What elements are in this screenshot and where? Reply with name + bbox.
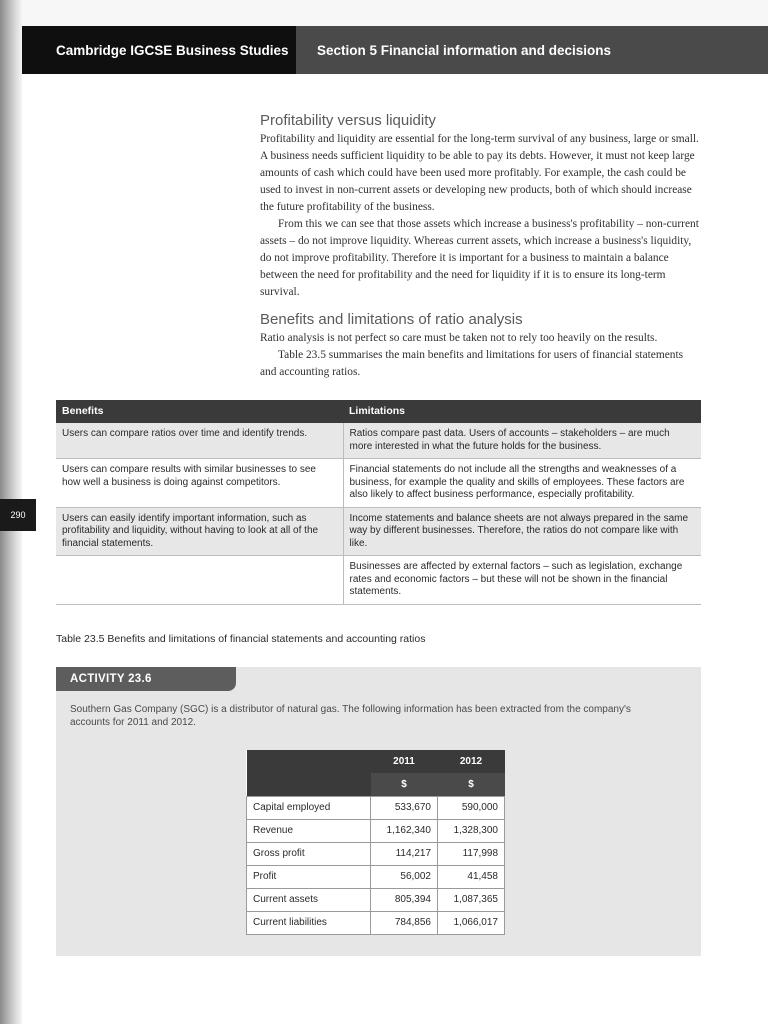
limitation-cell: Businesses are affected by external factors – such as legislation, exchange rates and economic factors – but these will not be shown in the financial statements. bbox=[343, 556, 701, 605]
table-header-row bbox=[56, 400, 701, 423]
profitability-heading: Profitability versus liquidity bbox=[260, 112, 436, 129]
benefit-cell: Users can compare ratios over time and identify trends. bbox=[56, 423, 343, 459]
benefit-cell: Users can easily identify important information, such as profitability and liquidity, without having to look at all of the financial statements. bbox=[56, 507, 343, 556]
value-2012: 41,458 bbox=[438, 865, 505, 888]
table-row bbox=[247, 819, 505, 842]
table-row bbox=[247, 796, 505, 819]
year-header: 2011 bbox=[371, 750, 438, 773]
row-label: Profit bbox=[247, 865, 371, 888]
benefits-limitations-table bbox=[56, 400, 701, 605]
table-row bbox=[56, 423, 701, 459]
activity-label: ACTIVITY 23.6 bbox=[56, 667, 236, 691]
table-row bbox=[247, 888, 505, 911]
table-row bbox=[247, 911, 505, 934]
unit-header: $ bbox=[438, 773, 505, 796]
ratio-analysis-heading: Benefits and limitations of ratio analysis bbox=[260, 311, 523, 328]
value-2012: 1,328,300 bbox=[438, 819, 505, 842]
ratio-analysis-section bbox=[260, 311, 702, 381]
table-row bbox=[56, 507, 701, 556]
limitation-cell: Ratios compare past data. Users of accounts – stakeholders – are much more interested in what the future holds for the business. bbox=[343, 423, 701, 459]
row-label: Revenue bbox=[247, 819, 371, 842]
row-label: Gross profit bbox=[247, 842, 371, 865]
blank-header-cell bbox=[247, 773, 371, 796]
limitations-header: Limitations bbox=[343, 400, 701, 423]
value-2011: 784,856 bbox=[371, 911, 438, 934]
value-2011: 56,002 bbox=[371, 865, 438, 888]
year-header: 2012 bbox=[438, 750, 505, 773]
value-2012: 1,087,365 bbox=[438, 888, 505, 911]
section-title: Section 5 Financial information and decisions bbox=[296, 26, 768, 74]
page-number: 290 bbox=[0, 499, 36, 531]
page-top-margin bbox=[0, 0, 768, 26]
table-caption: Table 23.5 Benefits and limitations of financial statements and accounting ratios bbox=[56, 633, 426, 645]
financial-data-table bbox=[246, 750, 505, 935]
table-row bbox=[247, 842, 505, 865]
value-2011: 114,217 bbox=[371, 842, 438, 865]
limitation-cell: Income statements and balance sheets are not always prepared in the same way by different businesses. Therefore, the ratios do not compare like with like. bbox=[343, 507, 701, 556]
book-title: Cambridge IGCSE Business Studies bbox=[22, 26, 296, 74]
row-label: Capital employed bbox=[247, 796, 371, 819]
profitability-paragraph-1: Profitability and liquidity are essential for the long-term survival of any business, large or small. A business needs sufficient liquidity to be able to pay its debts. However, it must not keep large amounts of cash which could have been used more profitably. For example, the cash could be used to invest in non-current assets or developing new products, both of which should increase the future profitability of the business. bbox=[260, 133, 699, 213]
row-label: Current assets bbox=[247, 888, 371, 911]
limitation-cell: Financial statements do not include all the strengths and weaknesses of a business, for example the quality and skills of employees. These factors are also likely to affect business performance, especially profitability. bbox=[343, 459, 701, 508]
unit-header-row bbox=[247, 773, 505, 796]
value-2011: 1,162,340 bbox=[371, 819, 438, 842]
ratio-analysis-paragraph-2: Table 23.5 summarises the main benefits and limitations for users of financial statements and accounting ratios. bbox=[260, 349, 684, 378]
blank-header-cell bbox=[247, 750, 371, 773]
benefit-cell bbox=[56, 556, 343, 605]
value-2011: 533,670 bbox=[371, 796, 438, 819]
value-2012: 117,998 bbox=[438, 842, 505, 865]
table-row bbox=[56, 556, 701, 605]
activity-text: Southern Gas Company (SGC) is a distributor of natural gas. The following information has been extracted from the company's accounts for 2011 and 2012. bbox=[70, 704, 631, 728]
value-2012: 1,066,017 bbox=[438, 911, 505, 934]
activity-box bbox=[56, 667, 701, 956]
unit-header: $ bbox=[371, 773, 438, 796]
row-label: Current liabilities bbox=[247, 911, 371, 934]
benefit-cell: Users can compare results with similar businesses to see how well a business is doing against competitors. bbox=[56, 459, 343, 508]
profitability-section bbox=[260, 112, 702, 301]
value-2012: 590,000 bbox=[438, 796, 505, 819]
ratio-analysis-paragraph-1: Ratio analysis is not perfect so care must be taken not to rely too heavily on the results. bbox=[260, 332, 658, 344]
value-2011: 805,394 bbox=[371, 888, 438, 911]
benefits-header: Benefits bbox=[56, 400, 343, 423]
table-row bbox=[56, 459, 701, 508]
profitability-paragraph-2: From this we can see that those assets which increase a business's profitability – non-current assets – do not improve liquidity. Whereas current assets, which increase a business's liquidity, do not improve profitability. Therefore it is important for a business to maintain a balance between the need for profitability and the need for liquidity if it is to ensure its long-term survival. bbox=[260, 218, 699, 298]
table-row bbox=[247, 865, 505, 888]
page-header bbox=[22, 26, 768, 74]
year-header-row bbox=[247, 750, 505, 773]
